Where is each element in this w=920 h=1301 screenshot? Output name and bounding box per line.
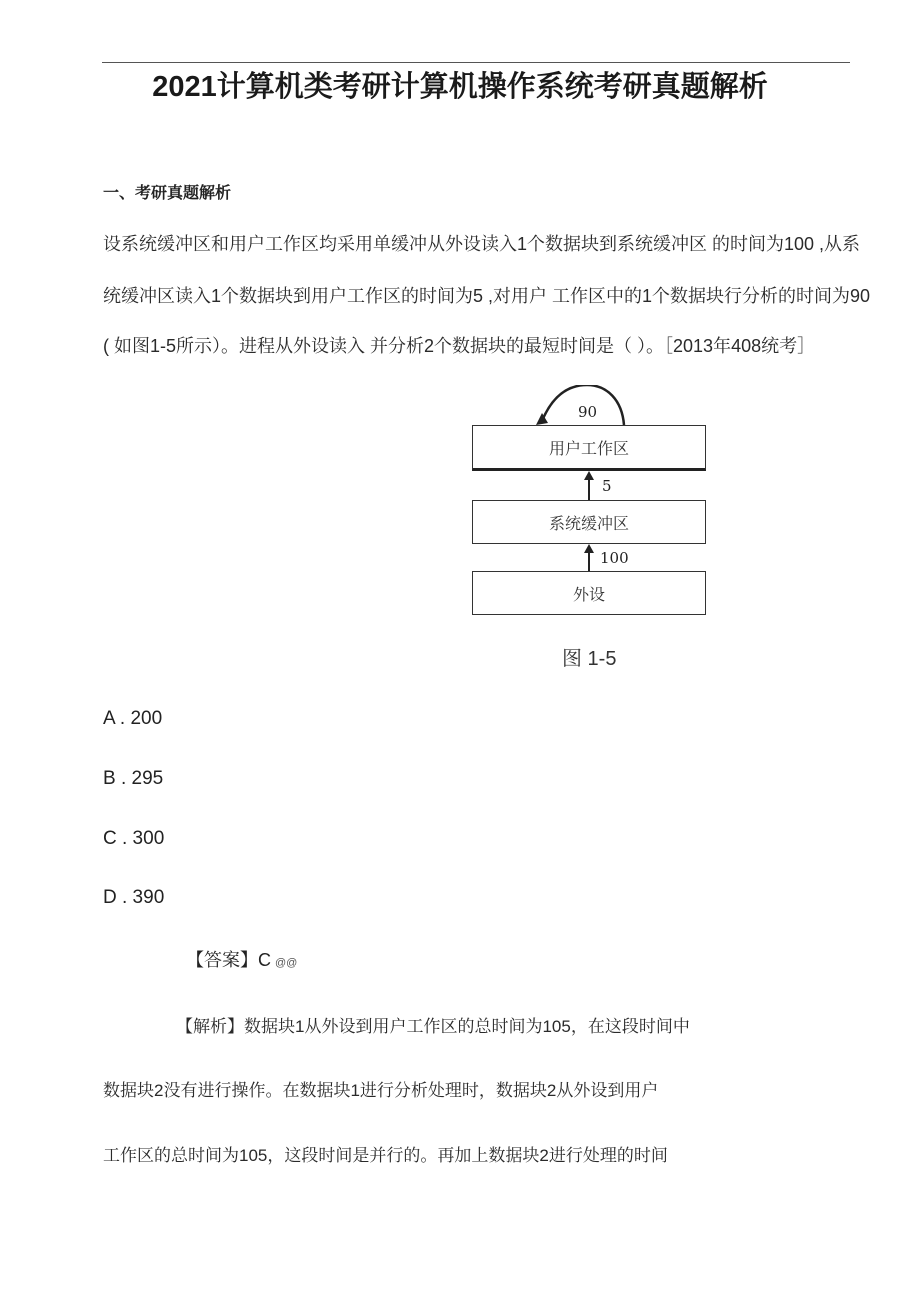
box-user-workspace: 用户工作区: [472, 425, 706, 471]
section-heading: 一、考研真题解析: [103, 185, 232, 202]
analysis-line-1: 【解析】数据块1从外设到用户工作区的总时间为105，在这段时间中: [176, 1017, 690, 1036]
label-buffer-to-user-time: 5: [602, 477, 612, 495]
option-a: A . 200: [103, 708, 163, 729]
label-loop-time: 90: [578, 403, 598, 421]
analysis-line-2: 数据块2没有进行操作。在数据块1进行分析处理时，数据块2从外设到用户: [103, 1081, 659, 1100]
question-line-1: 设系统缓冲区和用户工作区均采用单缓冲从外设读入1个数据块到系统缓冲区 的时间为100 ,从系: [103, 234, 861, 254]
answer-value: C: [258, 950, 271, 970]
analysis-line-3: 工作区的总时间为105，这段时间是并行的。再加上数据块2进行处理的时间: [103, 1146, 668, 1165]
option-d: D . 390: [103, 887, 165, 908]
document-title: 2021计算机类考研计算机操作系统考研真题解析: [152, 71, 768, 103]
answer-line: [186, 946, 297, 972]
figure-caption: 图 1-5: [562, 648, 617, 670]
option-b: B . 295: [103, 768, 164, 789]
box-device: 外设: [472, 571, 706, 615]
box-system-buffer: 系统缓冲区: [472, 500, 706, 544]
option-c: C . 300: [103, 828, 165, 849]
question-line-2: 统缓冲区读入1个数据块到用户工作区的时间为5 ,对用户 工作区中的1个数据块行分析的时间为90: [103, 286, 871, 306]
question-line-3: ( 如图1-5所示）。进程从外设读入 并分析2个数据块的最短时间是（ ）。［2013年408统考］: [103, 336, 816, 356]
figure-diagram: [472, 385, 706, 615]
label-device-to-buffer-time: 100: [600, 549, 629, 567]
answer-mark: @@: [275, 957, 298, 969]
header-rule: [102, 62, 850, 63]
answer-tag: 【答案】: [186, 950, 258, 971]
